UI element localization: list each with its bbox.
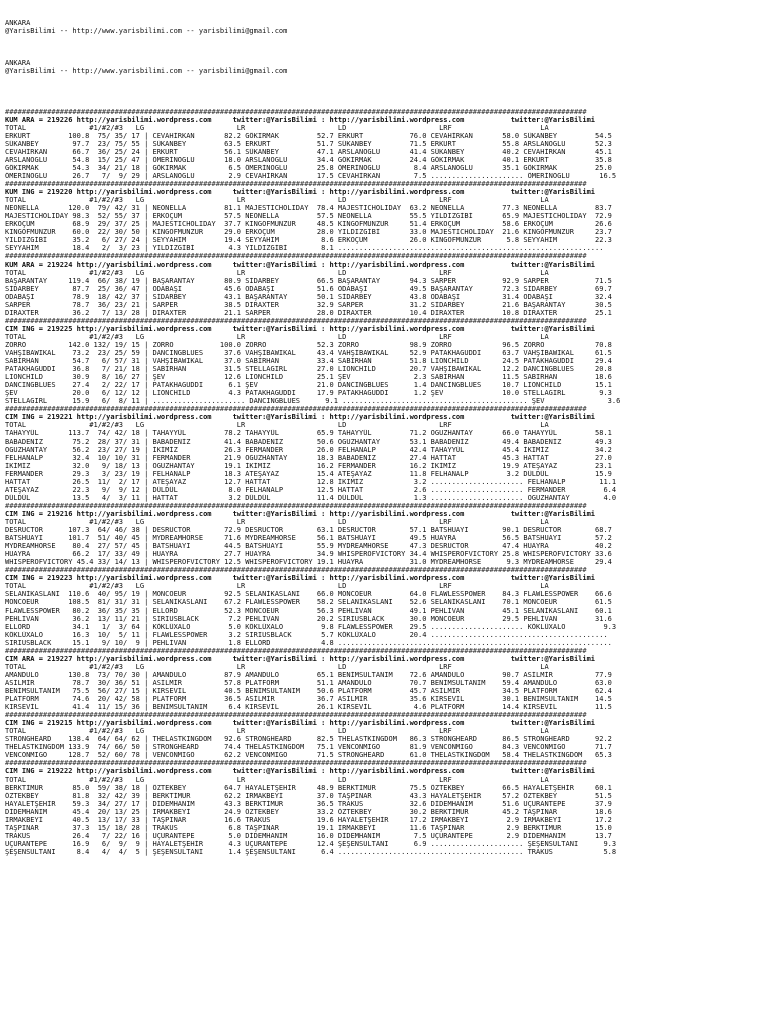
result-row: GÖKIRMAK 54.3 34/ 21/ 18 | GÖKIRMAK 6.5 ÖMERİNOĞLU 25.8 ÖMERİNOĞLU 8.4 ARSLANOĞLU 35.1 GÖKIRMAK 25.0	[5, 163, 612, 172]
result-row: TAHAYYÜL 113.7 74/ 42/ 18 | TAHAYYÜL 78.2 TAHAYYÜL 65.9 TAHAYYÜL 71.2 OĞUZHANTAY 66.0 TAHAYYÜL 58.1	[5, 429, 612, 438]
header-line	[5, 35, 771, 43]
result-row: ŞEV 20.0 6/ 12/ 12 | LIONCHILD 4.3 PATAKHAGUDDI 17.9 PATAKHAGUDDI 1.2 ŞEV 10.0 STELLAGIRL 9.3	[5, 389, 612, 398]
result-row: HATTAT 26.5 11/ 2/ 17 | ATEŞAYAZ 12.7 HATTAT 12.8 İKİMİZ 3.2 ...................... FELHANALP 11.1	[5, 477, 617, 486]
result-row: ZORRO 142.0 132/ 19/ 15 | ZORRO 100.0 ZORRO 52.3 ZORRO 98.9 ZORRO 96.5 ZORRO 70.8	[5, 340, 612, 349]
result-row: TRAKUS 26.4 7/ 22/ 16 | UÇURANTEPE 5.0 DİDEMHANIM 16.0 DİDEMHANIM 7.5 UÇURANTEPE 2.9 DİDEMHANIM 13.7	[5, 831, 612, 840]
race-section	[5, 405, 771, 502]
header-line	[5, 75, 771, 83]
result-row: UÇURANTEPE 16.9 6/ 9/ 9 | HAYALETŞEHİR 4.3 UÇURANTEPE 12.4 ŞEŞENSULTANI 6.9 ...................... ŞEŞENSULTANI 9.3	[5, 839, 617, 848]
race-section	[5, 317, 771, 406]
result-row: STELLAGIRL 15.9 6/ 8/ 11 | ...................... DANCINGBLUES 9.1 ............................................ ŞEV 3.6	[5, 397, 621, 406]
race-title: CIM ING = 219221 http://yarisbilimi.wordpress.com twitter:@YarisBilimi : http://yarisbilimi.wordpress.com twitter:@YarisBilimi	[5, 413, 596, 422]
result-row: KÖKLÜXALO 16.3 10/ 5/ 11 | FLAWLESSPOWER 3.2 SIRIUSBLACK 5.7 KÖKLÜXALO 20.4 ..........................................	[5, 630, 608, 639]
result-row: STRONGHEARD 138.4 64/ 64/ 62 | THELASTKINGDOM 92.6 STRONGHEARD 82.5 THELASTKINGDOM 86.3 STRONGHEARD 86.5 STRONGHEARD 92.2	[5, 735, 612, 744]
column-headers: TOTAL #1/#2/#3 LG LR LD LRF LA	[5, 123, 549, 132]
result-row: PATAKHAGUDDI 36.8 7/ 21/ 18 | SABIRHAN 31.5 STELLAGIRL 27.0 LIONCHILD 20.7 VAHŞİBAWIKAL 12.2 DANCINGBLUES 20.8	[5, 365, 612, 374]
result-row: BERKTİMUR 85.0 59/ 38/ 18 | ÖZTEKBEY 64.7 HAYALETŞEHİR 48.9 BERKTİMUR 75.5 ÖZTEKBEY 66.5 HAYALETŞEHİR 60.1	[5, 783, 612, 792]
result-row: NEONELLA 120.0 79/ 42/ 31 | NEONELLA 81.1 MAJESTICHOLIDAY 78.4 MAJESTICHOLIDAY 63.2 NEONELLA 77.3 NEONELLA 83.7	[5, 204, 612, 213]
separator-line: ##########################################################################################################################################	[5, 646, 587, 655]
column-headers: TOTAL #1/#2/#3 LG LR LD LRF LA	[5, 421, 549, 430]
result-row: MAJESTICHOLIDAY 98.3 52/ 55/ 37 | ERKOÇUM 57.5 NEONELLA 57.5 NEONELLA 55.5 YILDIZGİBİ 65.9 MAJESTICHOLIDAY 72.9	[5, 212, 612, 221]
result-row: SABIRHAN 54.7 6/ 57/ 31 | VAHŞİBAWIKAL 37.0 SABIRHAN 33.4 SABIRHAN 51.8 LIONCHILD 24.5 PATAKHAGUDDI 29.4	[5, 357, 612, 366]
header-line	[5, 43, 771, 51]
race-title: CIM ING = 219225 http://yarisbilimi.wordpress.com twitter:@YarisBilimi : http://yarisbilimi.wordpress.com twitter:@YarisBilimi	[5, 324, 596, 333]
result-row: FLAWLESSPOWER 80.2 36/ 35/ 35 | ELLORD 52.3 MONCOEUR 56.3 PEHLİVAN 49.1 PEHLİVAN 45.1 SELANİKASLANI 60.1	[5, 606, 612, 615]
race-title: CIM ING = 219222 http://yarisbilimi.wordpress.com twitter:@YarisBilimi : http://yarisbilimi.wordpress.com twitter:@YarisBilimi	[5, 767, 596, 776]
separator-line: ##########################################################################################################################################	[5, 501, 587, 510]
result-row: MYDREAMHORSE 80.4 27/ 57/ 45 | BATSHUAYI 44.5 BATSHUAYI 55.9 MYDREAMHORSE 47.3 DESRUCTOR 47.4 HUAYRA 40.2	[5, 542, 612, 551]
result-row: ELLORD 34.1 1/ 3/ 64 | KÖKLÜXALO 5.0 KÖKLÜXALO 9.8 FLAWLESSPOWER 29.5 ...................... KÖKLÜXALO 9.3	[5, 622, 617, 631]
separator-line: ##########################################################################################################################################	[5, 252, 587, 261]
result-row: PLATFORM 74.6 20/ 42/ 58 | PLATFORM 36.5 ASİLMİR 36.7 ASİLMİR 35.6 KIRSEVİL 30.1 BENİMSULTANIM 14.5	[5, 695, 612, 704]
result-row: HAYALETŞEHİR 59.3 34/ 27/ 17 | DİDEMHANIM 43.3 BERKTİMUR 36.5 TRAKUS 32.6 DİDEMHANIM 51.6 UÇURANTEPE 37.9	[5, 799, 612, 808]
separator-line: ##########################################################################################################################################	[5, 316, 587, 325]
result-row: THELASTKINGDOM 133.9 74/ 66/ 50 | STRONGHEARD 74.4 THELASTKINGDOM 75.1 VENCONMIGO 81.9 VENCONMIGO 84.3 VENCONMIGO 71.7	[5, 743, 612, 752]
result-row: DESRUCTOR 107.3 64/ 46/ 38 | DESRUCTOR 72.9 DESRUCTOR 63.1 DESRUCTOR 57.1 BATSHUAYI 90.1 DESRUCTOR 68.7	[5, 526, 612, 535]
result-row: ATEŞAYAZ 22.3 9/ 9/ 12 | DÜLDÜL 8.0 FELHANALP 12.5 HATTAT 2.6 ...................... FERMANDER 6.4	[5, 485, 617, 494]
column-headers: TOTAL #1/#2/#3 LG LR LD LRF LA	[5, 662, 549, 671]
result-row: PEHLİVAN 36.2 13/ 11/ 21 | SIRIUSBLACK 7.2 PEHLİVAN 20.2 SIRIUSBLACK 30.0 MONCOEUR 29.5 PEHLİVAN 31.6	[5, 614, 612, 623]
column-headers: TOTAL #1/#2/#3 LG LR LD LRF LA	[5, 775, 549, 784]
column-headers: TOTAL #1/#2/#3 LG LR LD LRF LA	[5, 582, 549, 591]
header-line: ANKARA	[5, 19, 31, 28]
result-row: ÖMERİNOĞLU 26.7 7/ 9/ 29 | ARSLANOĞLU 2.9 CEVAHİRKAN 17.5 CEVAHİRKAN 7.5 ...................... ÖMERİNOĞLU 16.5	[5, 171, 617, 180]
race-title: CIM ING = 219223 http://yarisbilimi.wordpress.com twitter:@YarisBilimi : http://yarisbilimi.wordpress.com twitter:@YarisBilimi	[5, 574, 596, 583]
race-title: KUM ARA = 219226 http://yarisbilimi.wordpress.com twitter:@YarisBilimi : http://yarisbilimi.wordpress.com twitter:@YarisBilimi	[5, 115, 596, 124]
result-row: BENİMSULTANIM 75.5 56/ 27/ 15 | KIRSEVİL 40.5 BENİMSULTANIM 50.6 PLATFORM 45.7 ASİLMİR 34.5 PLATFORM 62.4	[5, 686, 612, 695]
race-results	[5, 108, 771, 856]
result-row: BABADENİZ 75.2 28/ 37/ 31 | BABADENİZ 41.4 BABADENİZ 50.6 OĞUZHANTAY 53.1 BABADENİZ 49.4 BABADENİZ 49.3	[5, 437, 612, 446]
result-row: ODABAŞI 78.9 18/ 42/ 37 | SİDARBEY 43.1 BAŞARANTAY 50.1 SİDARBEY 43.8 ODABAŞI 31.4 ODABAŞI 32.4	[5, 292, 612, 301]
result-row: FELHANALP 32.4 10/ 10/ 31 | FERMANDER 21.9 OĞUZHANTAY 18.3 BABADENİZ 27.4 HATTAT 45.3 HATTAT 27.0	[5, 453, 612, 462]
result-row: ASİLMİR 78.7 30/ 36/ 51 | ASİLMİR 57.8 PLATFORM 51.1 AMANDULO 70.7 BENİMSULTANIM 59.4 AMANDULO 63.0	[5, 678, 612, 687]
header-line: ANKARA	[5, 59, 31, 68]
result-row: OĞUZHANTAY 56.2 23/ 27/ 19 | İKİMİZ 26.3 FERMANDER 26.0 FELHANALP 42.4 TAHAYYÜL 45.4 İKİMİZ 34.2	[5, 445, 612, 454]
result-row: CEVAHİRKAN 66.7 36/ 25/ 24 | ERKURT 56.1 SÜKANBEY 47.1 ARSLANOĞLU 41.4 SÜKANBEY 40.2 CEVAHİRKAN 45.1	[5, 147, 612, 156]
result-row: ŞEŞENSULTANI 8.4 4/ 4/ 5 | ŞEŞENSULTANI 1.4 ŞEŞENSULTANI 6.4 ............................................ TRAKUS 5.8	[5, 847, 617, 856]
race-title: KUM ARA = 219224 http://yarisbilimi.wordpress.com twitter:@YarisBilimi : http://yarisbilimi.wordpress.com twitter:@YarisBilimi	[5, 260, 596, 269]
document-header	[5, 19, 771, 91]
separator-line: ##########################################################################################################################################	[5, 759, 587, 768]
race-section	[5, 180, 771, 252]
race-title: KUM ING = 219220 http://yarisbilimi.wordpress.com twitter:@YarisBilimi : http://yarisbilimi.wordpress.com twitter:@YarisBilimi	[5, 188, 596, 197]
column-headers: TOTAL #1/#2/#3 LG LR LD LRF LA	[5, 196, 549, 205]
result-row: AMANDULO 130.8 73/ 70/ 30 | AMANDULO 87.9 AMANDULO 65.1 BENİMSULTANIM 72.6 AMANDULO 90.7 ASİLMİR 77.9	[5, 670, 612, 679]
result-row: BATSHUAYI 101.7 51/ 40/ 45 | MYDREAMHORSE 71.6 MYDREAMHORSE 56.1 BATSHUAYI 49.5 HUAYRA 56.5 BATSHUAYI 57.2	[5, 534, 612, 543]
result-row: ARSLANOĞLU 54.8 15/ 25/ 47 | ÖMERİNOĞLU 18.0 ARSLANOĞLU 34.4 GÖKIRMAK 24.4 GÖKIRMAK 40.1 ERKURT 35.8	[5, 155, 612, 164]
header-line	[5, 51, 771, 59]
result-row: LIONCHILD 30.9 8/ 16/ 27 | ŞEV 12.6 LIONCHILD 25.1 ŞEV 2.3 SABIRHAN 11.5 SABIRHAN 18.6	[5, 373, 612, 382]
result-row: DIRAXTER 36.2 7/ 13/ 28 | DIRAXTER 21.1 SARPER 28.0 DIRAXTER 10.4 DIRAXTER 10.8 DIRAXTER 25.1	[5, 308, 612, 317]
result-row: YILDIZGİBİ 35.2 6/ 27/ 24 | SEYYAHIM 19.4 SEYYAHIM 8.6 ERKOÇUM 26.0 KINGOFMUNZUR 5.8 SEYYAHIM 22.3	[5, 236, 612, 245]
race-title: CIM ING = 219216 http://yarisbilimi.wordpress.com twitter:@YarisBilimi : http://yarisbilimi.wordpress.com twitter:@YarisBilimi	[5, 509, 596, 518]
separator-line: ##########################################################################################################################################	[5, 711, 587, 720]
result-row: SELANİKASLANI 110.6 40/ 95/ 19 | MONCOEUR 92.5 SELANİKASLANI 66.0 MONCOEUR 64.0 FLAWLESSPOWER 84.3 FLAWLESSPOWER 66.6	[5, 590, 612, 599]
race-section	[5, 108, 771, 180]
result-row: MONCOEUR 108.5 81/ 31/ 31 | SELANİKASLANI 67.2 FLAWLESSPOWER 58.2 SELANİKASLANI 52.6 SELANİKASLANI 70.1 MONCOEUR 61.5	[5, 598, 612, 607]
race-title: CIM ARA = 219227 http://yarisbilimi.wordpress.com twitter:@YarisBilimi : http://yarisbilimi.wordpress.com twitter:@YarisBilimi	[5, 654, 596, 663]
race-section	[5, 502, 771, 566]
result-row: VENCONMIGO 128.7 52/ 60/ 78 | VENCONMIGO 62.2 VENCONMIGO 71.5 STRONGHEARD 61.0 THELASTKINGDOM 58.4 THELASTKINGDOM 65.3	[5, 751, 612, 760]
result-row: WHISPEROFVICTORY 45.4 33/ 14/ 13 | WHISPEROFVICTORY 12.5 WHISPEROFVICTORY 19.1 HUAYRA 31.0 MYDREAMHORSE 9.3 MYDREAMHORSE 29.4	[5, 558, 612, 567]
result-row: İKİMİZ 32.0 9/ 18/ 13 | OĞUZHANTAY 19.1 İKİMİZ 16.2 FERMANDER 16.2 İKİMİZ 19.9 ATEŞAYAZ 23.1	[5, 461, 612, 470]
race-section	[5, 252, 771, 316]
result-row: IRMAKBEYİ 40.5 13/ 17/ 33 | TAŞPINAR 16.6 TRAKUS 19.6 HAYALETŞEHİR 17.2 IRMAKBEYİ 2.9 IRMAKBEYİ 17.2	[5, 815, 612, 824]
result-row: SEYYAHIM 18.4 2/ 3/ 23 | YILDIZGİBİ 4.3 YILDIZGİBİ 8.1 ...............................................................	[5, 244, 604, 253]
race-title: CIM ING = 219215 http://yarisbilimi.wordpress.com twitter:@YarisBilimi : http://yarisbilimi.wordpress.com twitter:@YarisBilimi	[5, 719, 596, 728]
result-row: VAHŞİBAWIKAL 73.2 23/ 25/ 59 | DANCINGBLUES 37.6 VAHŞİBAWIKAL 43.4 VAHŞİBAWIKAL 52.9 PATAKHAGUDDI 63.7 VAHŞİBAWIKAL 61.5	[5, 349, 612, 358]
separator-line: ##########################################################################################################################################	[5, 566, 587, 575]
result-row: DANCINGBLUES 27.4 2/ 22/ 17 | PATAKHAGUDDI 6.1 ŞEV 21.0 DANCINGBLUES 1.4 DANCINGBLUES 10.7 LIONCHILD 15.1	[5, 381, 612, 390]
column-headers: TOTAL #1/#2/#3 LG LR LD LRF LA	[5, 332, 549, 341]
result-row: FERMANDER 29.3 3/ 23/ 19 | FELHANALP 18.3 ATEŞAYAZ 15.4 ATEŞAYAZ 11.8 FELHANALP 3.2 DÜLDÜL 15.9	[5, 469, 612, 478]
result-row: SIRIUSBLACK 15.1 9/ 10/ 9 | PEHLİVAN 1.8 ELLORD 4.8 .................................................................	[5, 638, 612, 647]
result-row: DÜLDÜL 13.5 4/ 3/ 11 | HATTAT 3.2 DÜLDÜL 11.4 DÜLDÜL 1.3 ...................... OĞUZHANTAY 4.0	[5, 493, 617, 502]
result-row: ERKURT 100.8 75/ 35/ 17 | CEVAHİRKAN 82.2 GÖKIRMAK 52.7 ERKURT 76.0 CEVAHİRKAN 58.0 SÜKANBEY 54.5	[5, 131, 612, 140]
column-headers: TOTAL #1/#2/#3 LG LR LD LRF LA	[5, 518, 549, 526]
result-row: SÜKANBEY 97.7 23/ 75/ 55 | SÜKANBEY 63.5 ERKURT 51.7 SÜKANBEY 71.5 ERKURT 55.8 ARSLANOĞLU 52.3	[5, 139, 612, 148]
header-line	[5, 83, 771, 91]
column-headers: TOTAL #1/#2/#3 LG LR LD LRF LA	[5, 268, 549, 277]
header-line: @YarisBilimi -- http://www.yarisbilimi.com -- yarisbilimi@gmail.com	[5, 67, 288, 76]
race-section	[5, 647, 771, 711]
result-row: KIRSEVİL 41.4 11/ 15/ 36 | BENİMSULTANIM 6.4 KIRSEVİL 26.1 KIRSEVİL 4.6 PLATFORM 14.4 KIRSEVİL 11.5	[5, 703, 612, 712]
result-row: HUAYRA 66.2 17/ 33/ 49 | HUAYRA 27.7 HUAYRA 34.9 WHISPEROFVICTORY 34.4 WHISPEROFVICTORY 25.8 WHISPEROFVICTORY 33.6	[5, 550, 612, 559]
result-row: BAŞARANTAY 119.4 66/ 38/ 19 | BAŞARANTAY 80.9 SİDARBEY 66.5 BAŞARANTAY 94.3 SARPER 92.9 SARPER 71.5	[5, 276, 612, 285]
result-row: ÖZTEKBEY 81.8 32/ 42/ 39 | BERKTİMUR 62.2 IRMAKBEYİ 37.0 TAŞPINAR 43.3 HAYALETŞEHİR 57.2 ÖZTEKBEY 51.5	[5, 791, 612, 800]
result-row: SİDARBEY 87.7 25/ 36/ 47 | ODABAŞI 45.6 ODABAŞI 51.6 ODABAŞI 49.5 BAŞARANTAY 72.3 SİDARBEY 69.7	[5, 284, 612, 293]
race-section	[5, 759, 771, 856]
result-row: SARPER 78.7 36/ 23/ 21 | SARPER 38.5 DIRAXTER 32.9 SARPER 31.2 SİDARBEY 21.6 BAŞARANTAY 30.5	[5, 300, 612, 309]
separator-line: ##########################################################################################################################################	[5, 405, 587, 414]
result-row: TAŞPINAR 37.3 15/ 18/ 28 | TRAKUS 6.8 TAŞPINAR 19.1 IRMAKBEYİ 11.6 TAŞPINAR 2.9 BERKTİMUR 15.0	[5, 823, 612, 832]
result-row: KINGOFMUNZUR 60.0 22/ 30/ 50 | KINGOFMUNZUR 29.0 ERKOÇUM 28.0 YILDIZGİBİ 33.0 MAJESTICHOLIDAY 21.6 KINGOFMUNZUR 23.7	[5, 228, 612, 237]
result-row: ERKOÇUM 68.9 29/ 37/ 25 | MAJESTICHOLIDAY 37.7 KINGOFMUNZUR 48.5 KINGOFMUNZUR 51.4 ERKOÇUM 58.6 ERKOÇUM 26.6	[5, 220, 612, 229]
header-line: @YarisBilimi -- http://www.yarisbilimi.com -- yarisbilimi@gmail.com	[5, 27, 288, 36]
result-row: DİDEMHANIM 45.4 20/ 13/ 25 | IRMAKBEYİ 24.9 ÖZTEKBEY 33.2 ÖZTEKBEY 30.2 BERKTİMUR 45.2 TAŞPINAR 18.6	[5, 807, 612, 816]
race-section	[5, 566, 771, 646]
column-headers: TOTAL #1/#2/#3 LG LR LD LRF LA	[5, 727, 549, 736]
separator-line: ##########################################################################################################################################	[5, 180, 587, 189]
race-section	[5, 711, 771, 759]
separator-line: ##########################################################################################################################################	[5, 107, 587, 116]
